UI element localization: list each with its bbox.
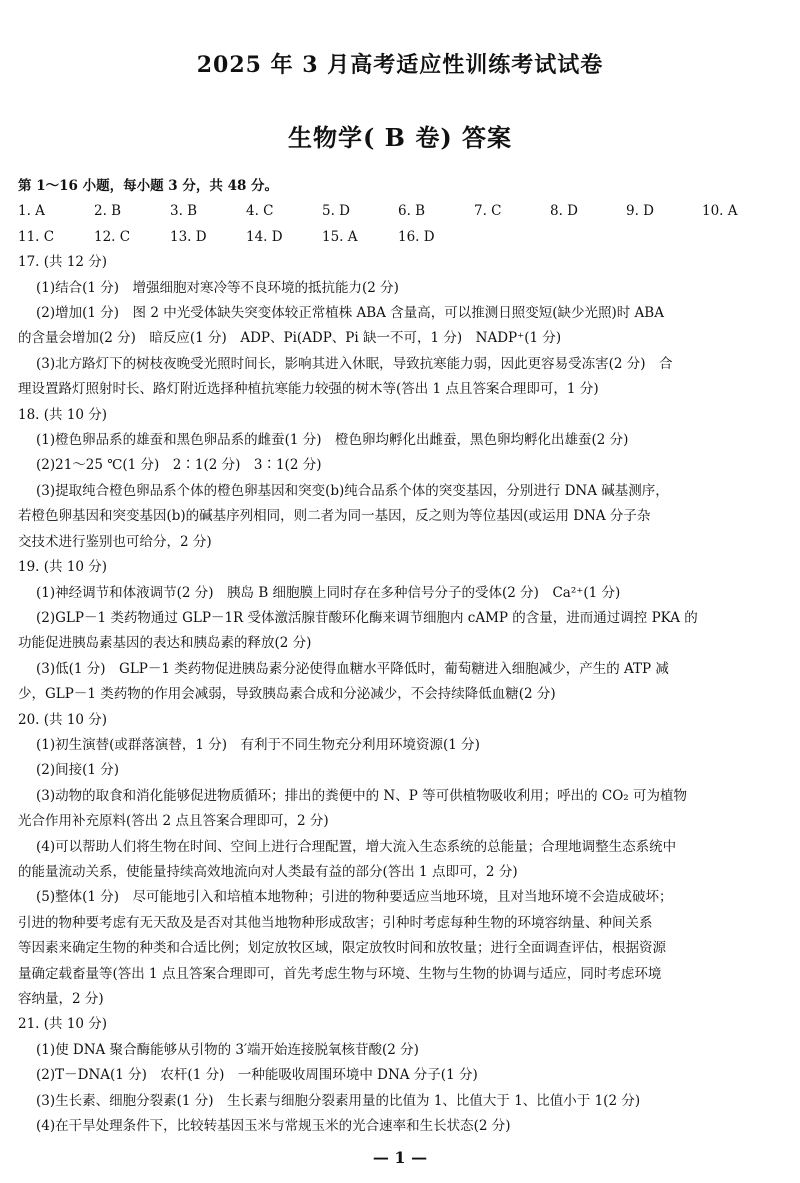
mcq-answer: 16. D [398,228,435,245]
answer-key-title: 生物学( B 卷) 答案 [287,123,513,152]
q21-part-2: (2)T－DNA(1 分) 农杆(1 分) 一种能吸收周围环境中 DNA 分子(1 分) [36,1067,478,1084]
q19-part-2-cont: 功能促进胰岛素基因的表达和胰岛素的释放(2 分) [18,635,312,652]
exam-title: 2025 年 3 月高考适应性训练考试试卷 [196,52,604,78]
q20-part-2: (2)间接(1 分) [36,762,120,779]
q17-part-3-cont: 理设置路灯照射时长、路灯附近选择种植抗寒能力较强的树木等(答出 1 点且答案合理即可，1 分) [18,381,599,398]
mcq-intro: 第 1～16 小题，每小题 3 分，共 48 分。 [18,178,279,194]
question-17-heading: 17. (共 12 分) [18,254,108,271]
mcq-answer: 6. B [398,203,426,220]
q19-part-3-cont: 少，GLP－1 类药物的作用会减弱，导致胰岛素合成和分泌减少，不会持续降低血糖(2 分) [18,686,556,703]
mcq-answer: 3. B [170,203,198,220]
q21-part-1: (1)使 DNA 聚合酶能够从引物的 3′端开始连接脱氧核苷酸(2 分) [36,1041,419,1058]
q20-part-4-cont: 的能量流动关系，使能量持续高效地流向对人类最有益的部分(答出 1 点即可，2 分) [18,863,518,880]
q18-part-2: (2)21～25 ℃(1 分) 2∶1(2 分) 3∶1(2 分) [36,457,322,474]
q19-part-3: (3)低(1 分) GLP－1 类药物促进胰岛素分泌使得血糖水平降低时，葡萄糖进入细胞减少，产生的 ATP 减 [36,660,669,677]
q21-part-3: (3)生长素、细胞分裂素(1 分) 生长素与细胞分裂素用量的比值为 1、比值大于 1、比值小于 1(2 分) [36,1092,641,1109]
q17-part-2-cont: 的含量会增加(2 分) 暗反应(1 分) ADP、Pi(ADP、Pi 缺一不可，1 分) NADP⁺(1 分) [18,330,562,347]
q19-part-1: (1)神经调节和体液调节(2 分) 胰岛 B 细胞膜上同时存在多种信号分子的受体(2 分) Ca²⁺(1 分) [36,584,621,601]
question-20-heading: 20. (共 10 分) [18,711,108,728]
q17-part-2: (2)增加(1 分) 图 2 中光受体缺失突变体较正常植株 ABA 含量高，可以推测日照变短(缺少光照)时 ABA [36,305,664,322]
mcq-answer: 13. D [170,228,207,245]
q19-part-2: (2)GLP－1 类药物通过 GLP－1R 受体激活腺苷酸环化酶来调节细胞内 cAMP 的含量，进而通过调控 PKA 的 [36,609,698,626]
question-18-heading: 18. (共 10 分) [18,406,108,423]
mcq-answer: 15. A [322,228,358,245]
q17-part-1: (1)结合(1 分) 增强细胞对寒冷等不良环境的抵抗能力(2 分) [36,279,399,296]
q20-part-3-cont: 光合作用补充原料(答出 2 点且答案合理即可，2 分) [18,813,329,830]
q20-part-5-cont: 量确定载畜量等(答出 1 点且答案合理即可，首先考虑生物与环境、生物与生物的协调与适应，同时考虑环境 [18,965,662,982]
mcq-answer: 10. A [702,203,738,220]
q18-part-1: (1)橙色卵品系的雄蚕和黑色卵品系的雌蚕(1 分) 橙色卵均孵化出雌蚕，黑色卵均孵化出雄蚕(2 分) [36,432,629,449]
question-21-heading: 21. (共 10 分) [18,1016,108,1033]
mcq-answer: 11. C [18,228,55,245]
q18-part-3: (3)提取纯合橙色卵品系个体的橙色卵基因和突变(b)纯合品系个体的突变基因，分别进行 DNA 碱基测序， [36,482,669,499]
mcq-row-1 [18,199,788,224]
q20-part-5: (5)整体(1 分) 尽可能地引入和培植本地物种；引进的物种要适应当地环境，且对当地环境不会造成破坏； [36,889,673,906]
page-number: — 1 — [372,1148,428,1167]
mcq-answer: 7. C [474,203,502,220]
q20-part-4: (4)可以帮助人们将生物在时间、空间上进行合理配置，增大流入生态系统的总能量；合理地调整生态系统中 [36,838,677,855]
q20-part-1: (1)初生演替(或群落演替，1 分) 有利于不同生物充分利用环境资源(1 分) [36,736,480,753]
q20-part-5-cont: 容纳量，2 分) [18,991,104,1007]
q17-part-3: (3)北方路灯下的树枝夜晚受光照时间长，影响其进入休眠，导致抗寒能力弱，因此更容易受冻害(2 分) 合 [36,355,673,372]
q18-part-3-cont: 若橙色卵基因和突变基因(b)的碱基序列相同，则二者为同一基因，反之则为等位基因(或运用 DNA 分子杂 [18,508,651,525]
mcq-answer: 1. A [18,203,45,220]
q21-part-4: (4)在干旱处理条件下，比较转基因玉米与常规玉米的光合速率和生长状态(2 分) [36,1118,511,1135]
mcq-answer: 5. D [322,203,350,220]
mcq-answer: 8. D [550,203,578,220]
mcq-answer: 2. B [94,203,122,220]
q20-part-5-cont: 等因素来确定生物的种类和合适比例；划定放牧区域，限定放牧时间和放牧量；进行全面调查评估，根据资源 [18,940,666,957]
q20-part-5-cont: 引进的物种要考虑有无天敌及是否对其他当地物种形成敌害；引种时考虑每种生物的环境容纳量、种间关系 [18,914,653,931]
q20-part-3: (3)动物的取食和消化能够促进物质循环；排出的粪便中的 N、P 等可供植物吸收利用；呼出的 CO₂ 可为植物 [36,787,687,804]
answer-content [18,174,788,1139]
question-19-heading: 19. (共 10 分) [18,559,108,576]
q18-part-3-cont: 交技术进行鉴别也可给分，2 分) [18,533,212,550]
mcq-answer: 12. C [94,228,131,245]
mcq-row-2 [18,225,788,250]
mcq-answer: 14. D [246,228,283,245]
mcq-answer: 4. C [246,203,274,220]
mcq-answer: 9. D [626,203,654,220]
